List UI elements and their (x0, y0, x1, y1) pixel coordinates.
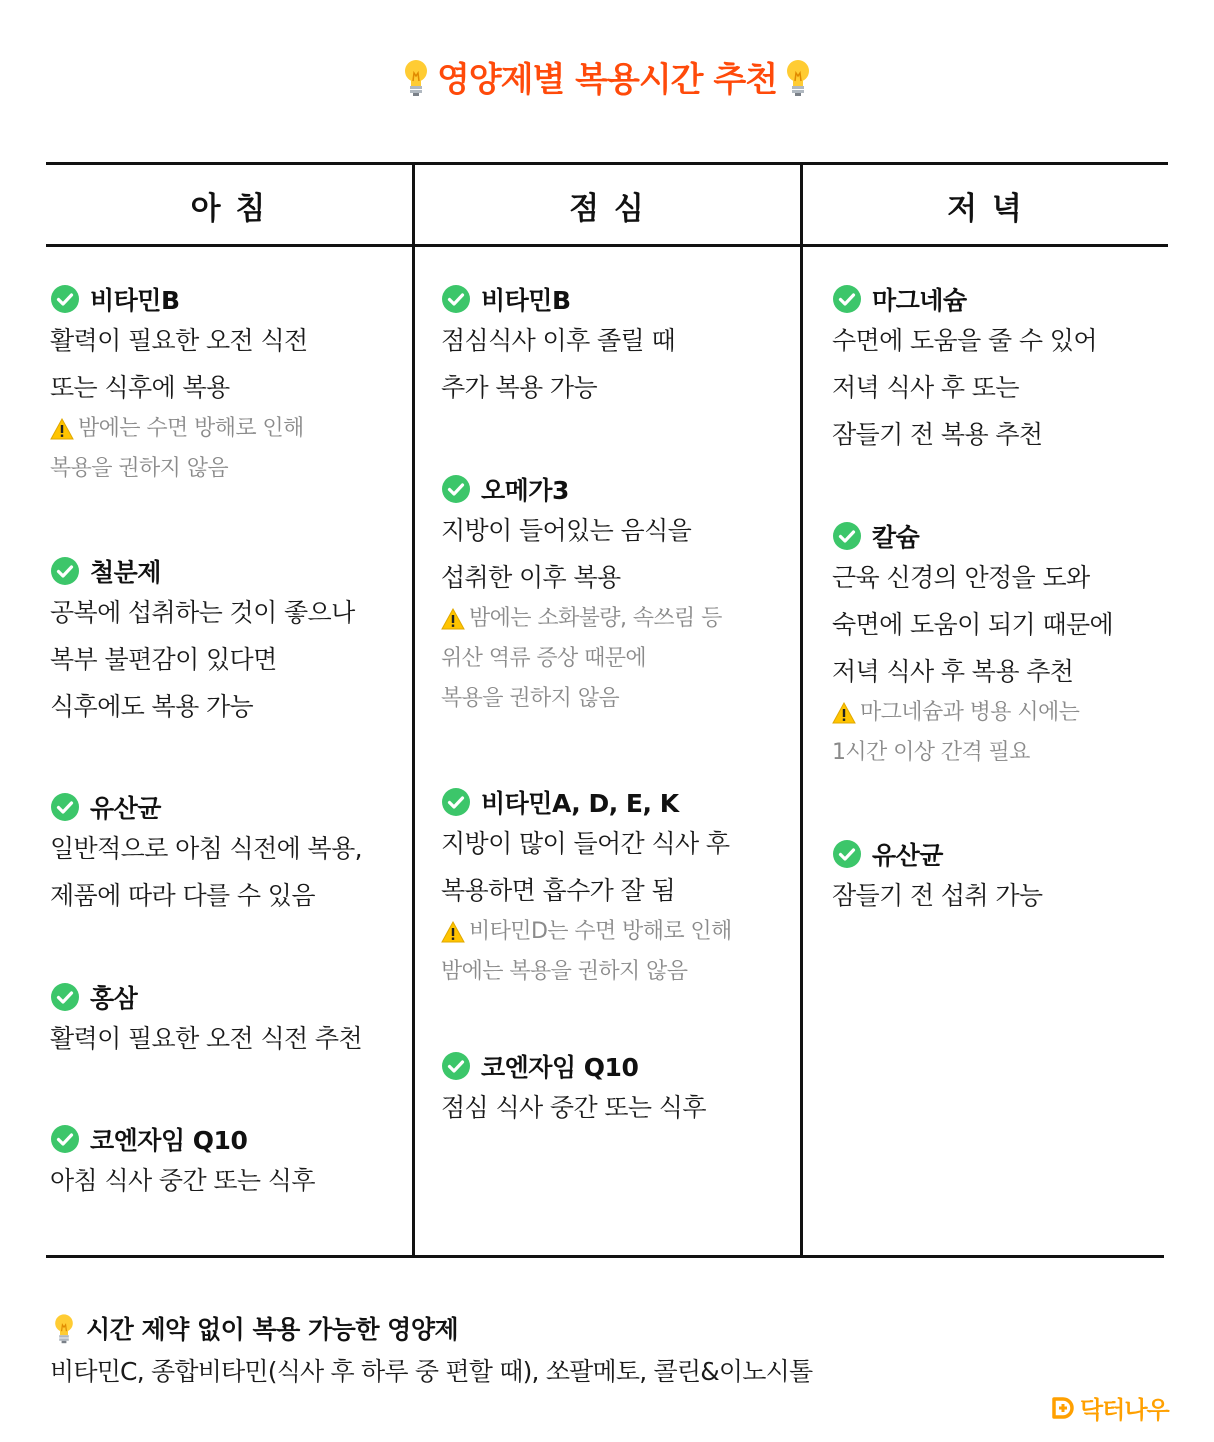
column-header-morning: 아 침 (190, 190, 268, 227)
page-title-row (0, 52, 1214, 101)
warning-icon (441, 921, 465, 943)
warning-text: 위산 역류 증상 때문에 (441, 646, 647, 671)
list-item (441, 472, 722, 719)
supplement-name: 코엔자임 Q10 (90, 1126, 248, 1155)
check-circle-icon (50, 284, 80, 314)
doctornow-logo-icon (1050, 1395, 1076, 1421)
description-line: 활력이 필요한 오전 식전 추천 (50, 1024, 362, 1053)
warning-text: 복용을 권하지 않음 (441, 686, 620, 711)
supplement-title (832, 519, 1113, 553)
supplement-name: 홍삼 (90, 984, 138, 1013)
description-line: 일반적으로 아침 식전에 복용, (50, 834, 362, 863)
check-circle-icon (441, 474, 471, 504)
description-line: 복용하면 흡수가 잘 됨 (441, 876, 675, 905)
list-item (50, 554, 355, 730)
warning-note (441, 599, 722, 719)
description-line: 추가 복용 가능 (441, 373, 597, 402)
check-circle-icon (50, 792, 80, 822)
supplement-description (441, 820, 732, 914)
description-line: 지방이 많이 들어간 식사 후 (441, 829, 730, 858)
column-divider (412, 162, 415, 1258)
supplement-name: 비타민A, D, E, K (481, 789, 679, 818)
list-item (50, 790, 362, 919)
lightbulb-icon (783, 57, 813, 97)
brand-logo (1050, 1390, 1169, 1425)
supplement-name: 코엔자임 Q10 (481, 1053, 639, 1082)
supplement-name: 유산균 (90, 794, 161, 823)
description-line: 근육 신경의 안정을 도와 (832, 563, 1090, 592)
supplement-name: 마그네슘 (872, 286, 967, 315)
warning-line (441, 679, 722, 719)
supplement-name: 철분제 (90, 558, 161, 587)
supplement-description (441, 317, 675, 411)
check-circle-icon (441, 1051, 471, 1081)
warning-line (441, 952, 732, 992)
check-circle-icon (832, 521, 862, 551)
supplement-description (441, 507, 722, 601)
supplement-title (50, 554, 355, 588)
supplement-description (50, 825, 362, 919)
supplement-title (50, 1122, 315, 1156)
lightbulb-icon (401, 57, 431, 97)
warning-text: 복용을 권하지 않음 (50, 456, 229, 481)
check-circle-icon (832, 839, 862, 869)
description-line: 저녁 식사 후 복용 추천 (832, 657, 1074, 686)
list-item (50, 980, 362, 1062)
brand-name: 닥터나우 (1080, 1396, 1169, 1424)
description-line: 또는 식후에 복용 (50, 373, 230, 402)
supplement-description (50, 1157, 315, 1204)
supplement-title (441, 1049, 706, 1083)
supplement-title (832, 282, 1097, 316)
warning-text: 비타민D는 수면 방해로 인해 (469, 919, 732, 944)
warning-line (441, 912, 732, 952)
warning-icon (441, 608, 465, 630)
supplement-description (832, 872, 1042, 919)
table-bottom-border (46, 1255, 1164, 1258)
check-circle-icon (441, 284, 471, 314)
list-item (832, 519, 1113, 773)
warning-icon (50, 418, 74, 440)
description-line: 복부 불편감이 있다면 (50, 645, 277, 674)
supplement-name: 유산균 (872, 841, 943, 870)
description-line: 점심식사 이후 졸릴 때 (441, 326, 675, 355)
check-circle-icon (50, 1124, 80, 1154)
description-line: 잠들기 전 섭취 가능 (832, 881, 1043, 910)
lightbulb-icon (52, 1312, 76, 1344)
description-line: 활력이 필요한 오전 식전 (50, 326, 308, 355)
warning-text: 밤에는 소화불량, 속쓰림 등 (469, 606, 722, 631)
description-line: 섭취한 이후 복용 (441, 563, 621, 592)
warning-line (441, 599, 722, 639)
list-item (441, 282, 675, 411)
warning-line (50, 449, 308, 489)
warning-note (441, 912, 732, 992)
warning-note (50, 409, 308, 489)
check-circle-icon (50, 556, 80, 586)
supplement-description (832, 317, 1097, 458)
description-line: 지방이 들어있는 음식을 (441, 516, 692, 545)
list-item (832, 837, 1042, 919)
warning-line (832, 693, 1113, 733)
warning-text: 밤에는 수면 방해로 인해 (78, 416, 304, 441)
supplement-title (441, 472, 722, 506)
check-circle-icon (50, 982, 80, 1012)
column-divider (800, 162, 803, 1258)
supplement-name: 오메가3 (481, 476, 569, 505)
list-item (50, 282, 308, 489)
list-item (50, 1122, 315, 1204)
supplement-title (832, 837, 1042, 871)
description-line: 저녁 식사 후 또는 (832, 373, 1019, 402)
check-circle-icon (441, 787, 471, 817)
list-item (832, 282, 1097, 458)
warning-icon (832, 702, 856, 724)
warning-line (832, 733, 1113, 773)
supplement-title (441, 282, 675, 316)
description-line: 제품에 따라 다를 수 있음 (50, 881, 315, 910)
description-line: 점심 식사 중간 또는 식후 (441, 1093, 706, 1122)
column-header-lunch: 점 심 (569, 190, 646, 227)
description-line: 잠들기 전 복용 추천 (832, 420, 1043, 449)
warning-line (50, 409, 308, 449)
supplement-name: 칼슘 (872, 523, 920, 552)
warning-text: 마그네슘과 병용 시에는 (860, 700, 1080, 725)
description-line: 식후에도 복용 가능 (50, 692, 254, 721)
supplement-description (50, 1015, 362, 1062)
supplement-title (50, 980, 362, 1014)
list-item (441, 785, 732, 992)
list-item (441, 1049, 706, 1131)
description-line: 공복에 섭취하는 것이 좋으나 (50, 598, 355, 627)
supplement-description (832, 554, 1113, 695)
description-line: 수면에 도움을 줄 수 있어 (832, 326, 1097, 355)
supplement-title (50, 790, 362, 824)
warning-text: 밤에는 복용을 권하지 않음 (441, 959, 688, 984)
supplement-name: 비타민B (90, 286, 180, 315)
footer-text: 비타민C, 종합비타민(식사 후 하루 중 편할 때), 쏘팔메토, 콜린&이노시톨 (50, 1357, 813, 1386)
warning-text: 1시간 이상 간격 필요 (832, 740, 1030, 765)
supplement-title (441, 785, 732, 819)
footer-title-row (52, 1310, 458, 1346)
check-circle-icon (832, 284, 862, 314)
schedule-table (46, 162, 1168, 1258)
supplement-description (50, 317, 308, 411)
supplement-description (50, 589, 355, 730)
description-line: 숙면에 도움이 되기 때문에 (832, 610, 1114, 639)
supplement-name: 비타민B (481, 286, 571, 315)
description-line: 아침 식사 중간 또는 식후 (50, 1166, 315, 1195)
supplement-title (50, 282, 308, 316)
page-title: 영양제별 복용시간 추천 (436, 60, 778, 100)
column-header-evening: 저 녁 (947, 190, 1024, 227)
warning-line (441, 639, 722, 679)
supplement-description (441, 1084, 706, 1131)
warning-note (832, 693, 1113, 773)
footer-title: 시간 제약 없이 복용 가능한 영양제 (86, 1315, 459, 1344)
